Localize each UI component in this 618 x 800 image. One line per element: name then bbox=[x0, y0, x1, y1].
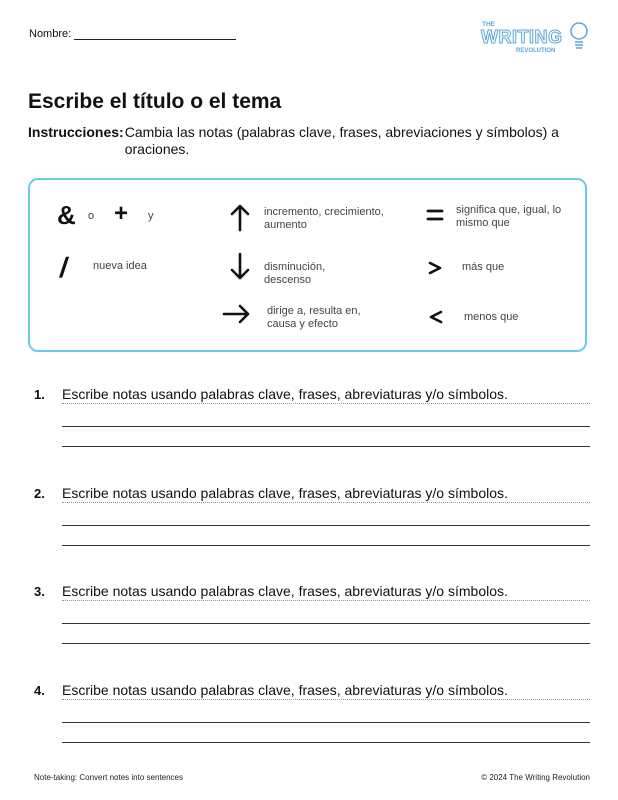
logo-line2: WRITING bbox=[481, 27, 563, 47]
answer-line[interactable] bbox=[62, 623, 590, 624]
less-than-text: menos que bbox=[464, 311, 519, 323]
logo-line1: THE bbox=[482, 21, 495, 28]
page-title: Escribe el título o el tema bbox=[28, 90, 282, 113]
answer-line[interactable] bbox=[62, 545, 590, 546]
ampersand-icon: & bbox=[57, 200, 76, 230]
footer-right: © 2024 The Writing Revolution bbox=[481, 773, 590, 782]
plus-icon: + bbox=[114, 200, 129, 227]
slash-icon: / bbox=[57, 252, 71, 283]
footer-left: Note-taking: Convert notes into sentences bbox=[34, 773, 183, 782]
arrow-up-icon bbox=[229, 202, 251, 232]
greater-than-icon bbox=[428, 261, 442, 275]
question-number: 2. bbox=[34, 486, 45, 501]
equals-text: significa que, igual, lo mismo que bbox=[456, 204, 562, 229]
symbol-legend bbox=[28, 178, 587, 352]
answer-line[interactable] bbox=[62, 446, 590, 447]
equals-icon bbox=[426, 208, 444, 222]
question-number: 4. bbox=[34, 683, 45, 698]
answer-line[interactable] bbox=[62, 742, 590, 743]
greater-than-text: más que bbox=[462, 261, 505, 273]
question-prompt: Escribe notas usando palabras clave, frases, abreviaturas y/o símbolos. bbox=[62, 485, 590, 503]
question-number: 1. bbox=[34, 387, 45, 402]
instructions bbox=[28, 124, 568, 158]
answer-line[interactable] bbox=[62, 643, 590, 644]
answer-line[interactable] bbox=[62, 722, 590, 723]
answer-line[interactable] bbox=[62, 426, 590, 427]
name-row bbox=[29, 28, 236, 40]
instructions-text: Cambia las notas (palabras clave, frases, abreviaciones y símbolos) a oraciones. bbox=[124, 124, 559, 157]
slash-text: nueva idea bbox=[93, 260, 147, 272]
instructions-label: Instrucciones: bbox=[28, 124, 124, 140]
name-label: Nombre: bbox=[29, 28, 72, 40]
answer-line[interactable] bbox=[62, 525, 590, 526]
arrow-up-text: incremento, crecimiento, aumento bbox=[264, 206, 384, 231]
writing-revolution-logo bbox=[478, 18, 592, 56]
less-than-icon bbox=[429, 310, 443, 324]
question-prompt: Escribe notas usando palabras clave, frases, abreviaturas y/o símbolos. bbox=[62, 386, 590, 404]
lightbulb-icon bbox=[571, 23, 587, 48]
plus-text: y bbox=[148, 210, 154, 222]
arrow-right-text: dirige a, resulta en, causa y efecto bbox=[267, 305, 361, 330]
question-number: 3. bbox=[34, 584, 45, 599]
logo-line3: REVOLUTION bbox=[516, 48, 556, 54]
arrow-down-text: disminución, descenso bbox=[264, 261, 326, 286]
question-prompt: Escribe notas usando palabras clave, frases, abreviaturas y/o símbolos. bbox=[62, 583, 590, 601]
question-prompt: Escribe notas usando palabras clave, frases, abreviaturas y/o símbolos. bbox=[62, 682, 590, 700]
arrow-down-icon bbox=[229, 252, 251, 282]
ampersand-text: o bbox=[88, 210, 95, 222]
arrow-right-icon bbox=[222, 303, 252, 325]
name-field[interactable] bbox=[74, 28, 236, 40]
